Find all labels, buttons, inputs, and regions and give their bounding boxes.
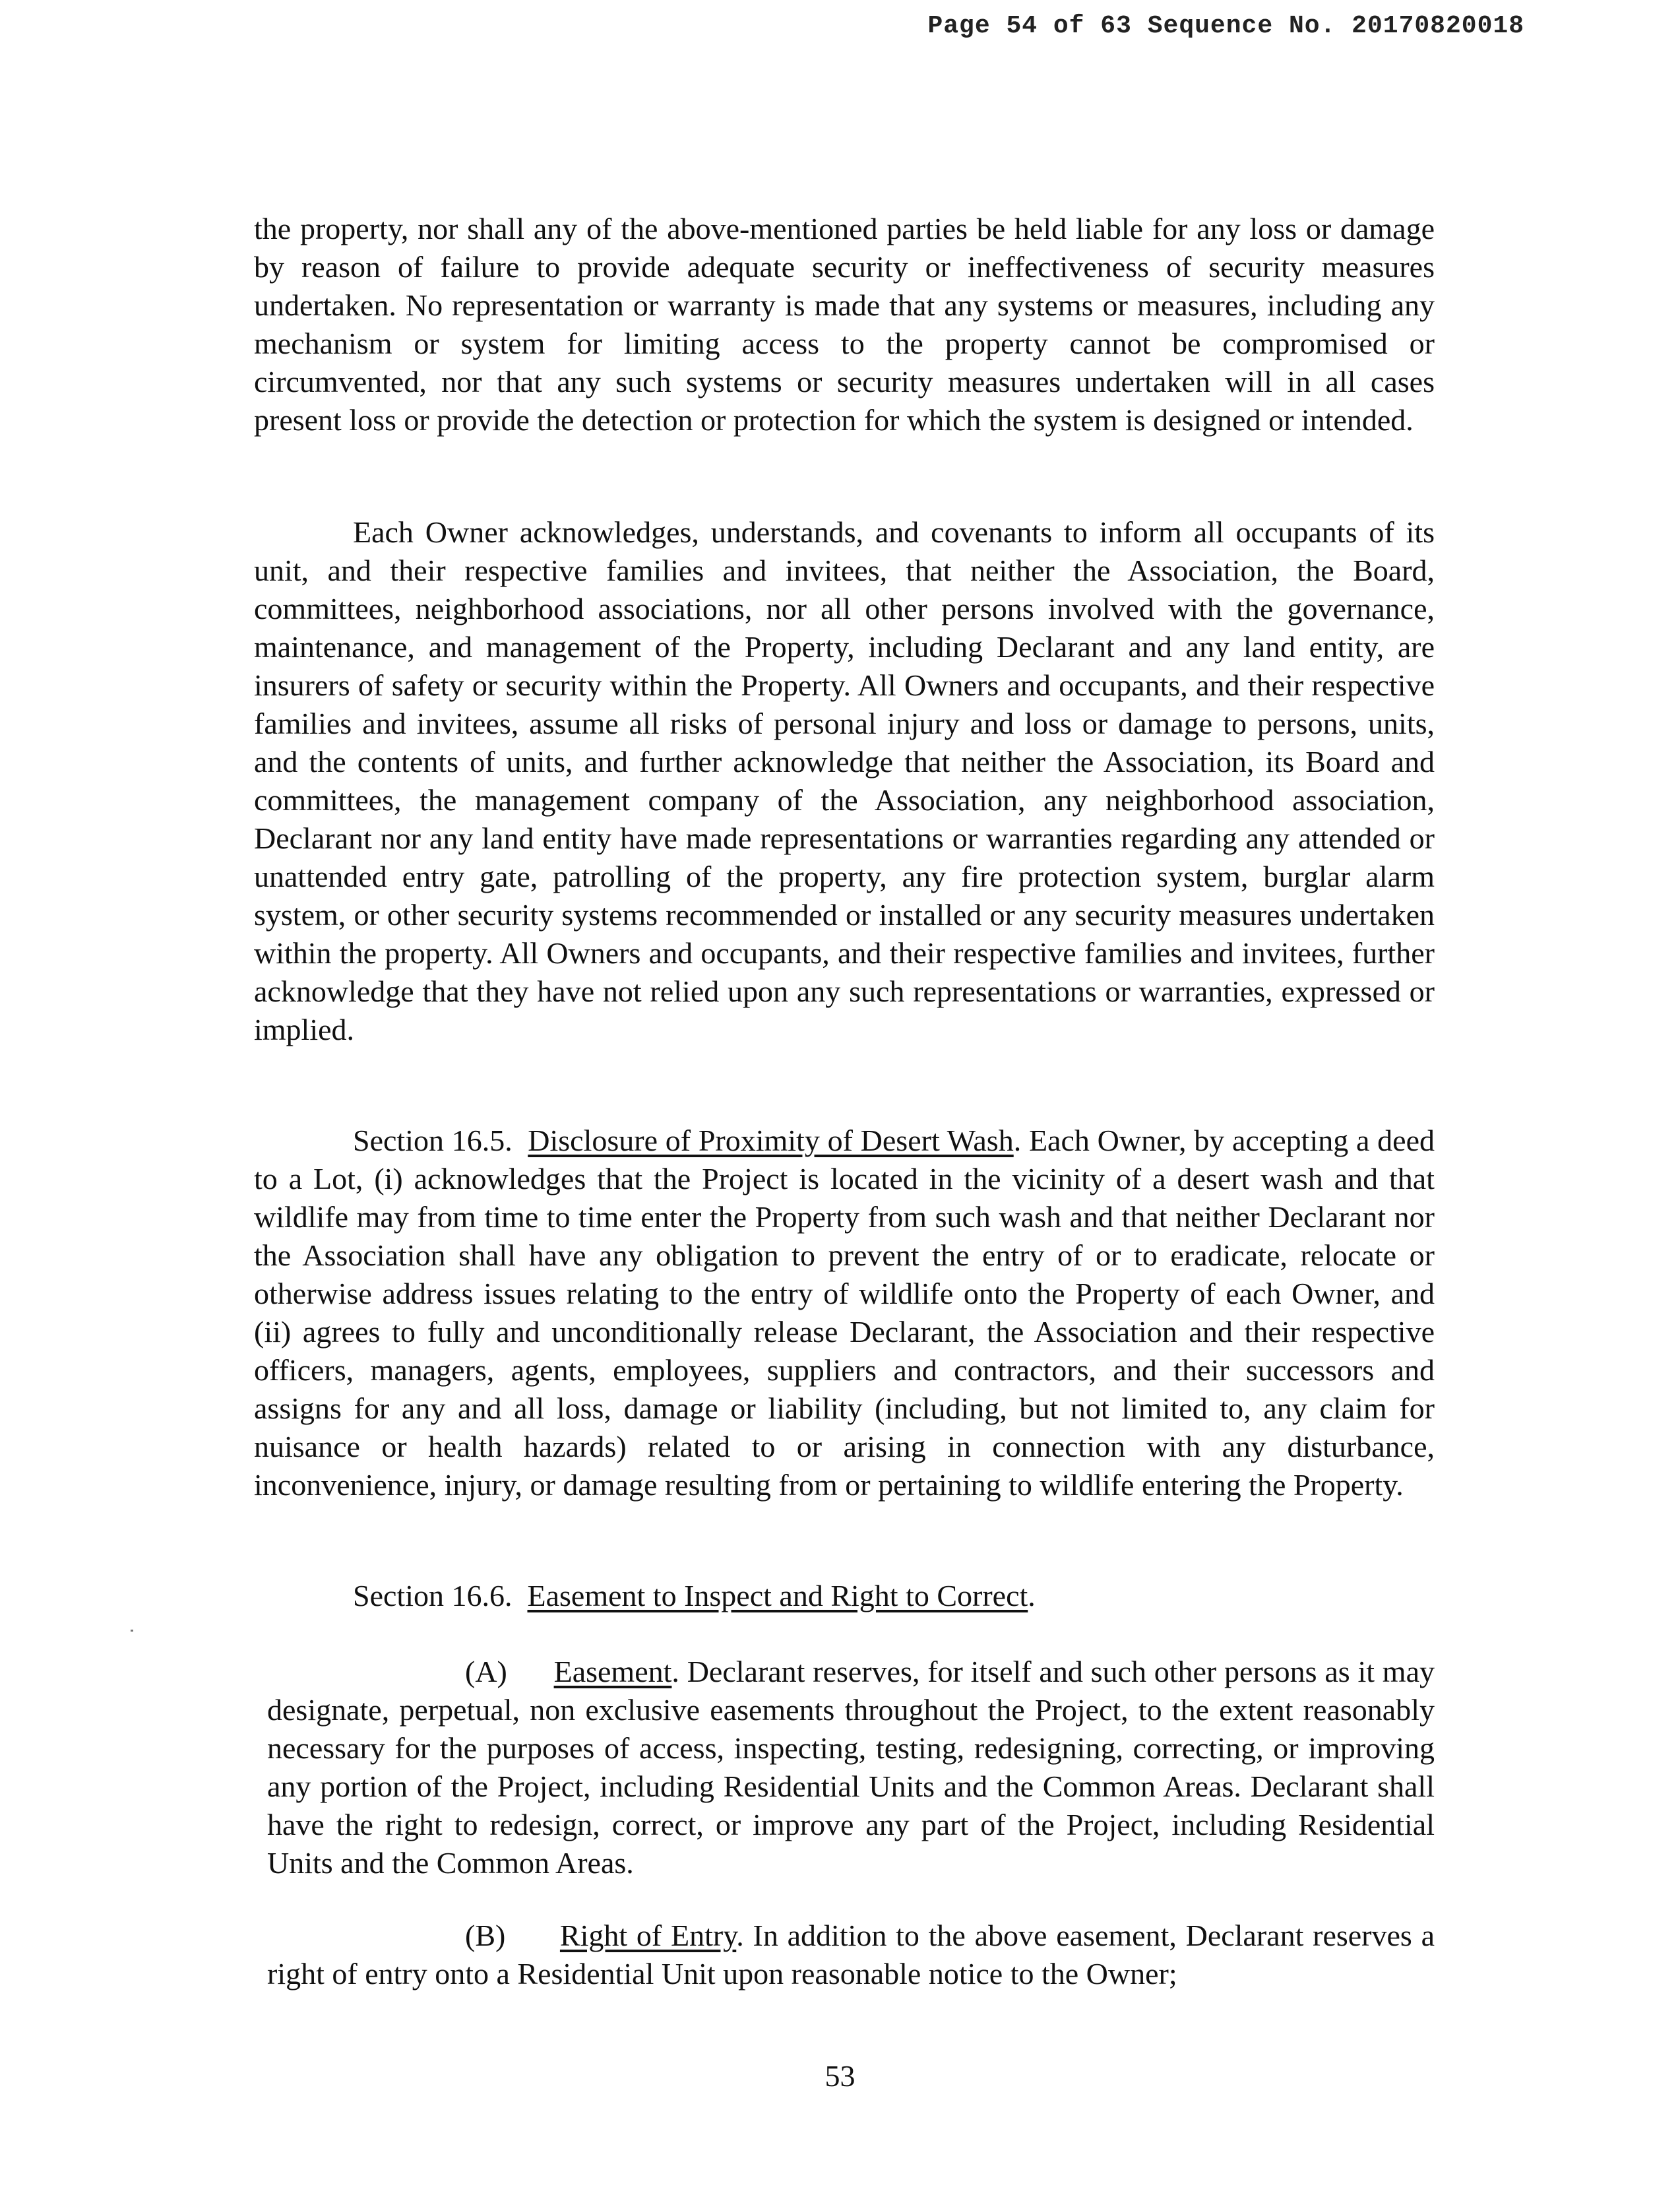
paragraph-owner-acknowledgment: Each Owner acknowledges, understands, and covenants to inform all occupants of its unit, and their respective families and invitees, that neither the Association, the Board, committees, neighborhood associations, nor all other persons involved with the governance, maintenance, and management of the Property, including Declarant and any land entity, are insurers of safety or security within the Property. All Owners and occupants, and their respective families and invitees, assume all risks of personal injury and loss or damage to persons, units, and the contents of units, and further acknowledge that neither the Association, its Board and committees, the management company of the Association, any neighborhood association, Declarant nor any land entity have made representations or warranties regarding any attended or unattended entry gate, patrolling of the property, any fire protection system, burglar alarm system, or other security systems recommended or installed or any security measures undertaken within the property. All Owners and occupants, and their respective families and invitees, further acknowledge that they have not relied upon any such representations or warranties, expressed or implied. <box>254 515 1435 1046</box>
page-number: 53 <box>824 2059 856 2093</box>
section-16-5 <box>254 1122 1435 1504</box>
section-16-6-heading <box>254 1577 1435 1615</box>
document-body <box>254 210 1435 439</box>
section-16-6-title: Easement to Inspect and Right to Correct <box>527 1579 1028 1612</box>
subsection-a-label: (A) <box>465 1655 507 1688</box>
subsection-b-title: Right of Entry <box>559 1919 737 1952</box>
sequence-stamp: Page 54 of 63 Sequence No. 20170820018 <box>927 12 1524 40</box>
document-body-2 <box>254 513 1435 1049</box>
section-16-5-text: . Each Owner, by accepting a deed to a Lot, (i) acknowledges that the Project is located in the vicinity of a desert wash and that wildlife may from time to time enter the Property from such wash and that neither Declarant nor the Association shall have any obligation to prevent the entry of or to eradicate, relocate or otherwise address issues relating to the entry of wildlife onto the Property of each Owner, and (ii) agrees to fully and unconditionally release Declarant, the Association and their respective officers, managers, agents, employees, suppliers and contractors, and their successors and assigns for any and all loss, damage or liability (including, but not limited to, any claim for nuisance or health hazards) related to or arising in connection with any disturbance, inconvenience, injury, or damage resulting from or pertaining to wildlife entering the Property. <box>254 1124 1435 1502</box>
subsection-a <box>267 1653 1435 1882</box>
section-16-5-paragraph <box>254 1122 1435 1504</box>
subsection-b-paragraph <box>267 1917 1435 1993</box>
subsection-b <box>267 1917 1435 1993</box>
section-16-5-number: Section 16.5. <box>353 1124 513 1157</box>
subsection-a-text: . Declarant reserves, for itself and such other persons as it may designate, perpetual, non exclusive easements throughout the Project, to the extent reasonably necessary for the purposes of access, inspecting, testing, redesigning, correcting, or improving any portion of the Project, including Residential Units and the Common Areas. Declarant shall have the right to redesign, correct, or improve any part of the Project, including Residential Units and the Common Areas. <box>267 1655 1435 1880</box>
subsection-b-label: (B) <box>465 1919 506 1952</box>
margin-mark <box>131 1630 133 1632</box>
subsection-a-title: Easement <box>553 1655 672 1688</box>
section-16-5-title: Disclosure of Proximity of Desert Wash <box>528 1124 1014 1157</box>
section-16-6-number: Section 16.6. <box>353 1579 513 1612</box>
section-16-6-end: . <box>1028 1579 1036 1612</box>
subsection-a-paragraph <box>267 1653 1435 1882</box>
paragraph-security-continued: the property, nor shall any of the above-mentioned parties be held liable for any loss or damage by reason of failure to provide adequate security or ineffectiveness of security measures undertaken. No representation or warranty is made that any systems or measures, including any mechanism or system for limiting access to the property cannot be compromised or circumvented, nor that any such systems or security measures undertaken will in all cases present loss or provide the detection or protection for which the system is designed or intended. <box>254 212 1435 437</box>
subsection-b-text: . In addition to the above easement, Declarant reserves a right of entry onto a Residential Unit upon reasonable notice to the Owner; <box>267 1919 1435 1990</box>
section-16-6 <box>254 1577 1435 1615</box>
